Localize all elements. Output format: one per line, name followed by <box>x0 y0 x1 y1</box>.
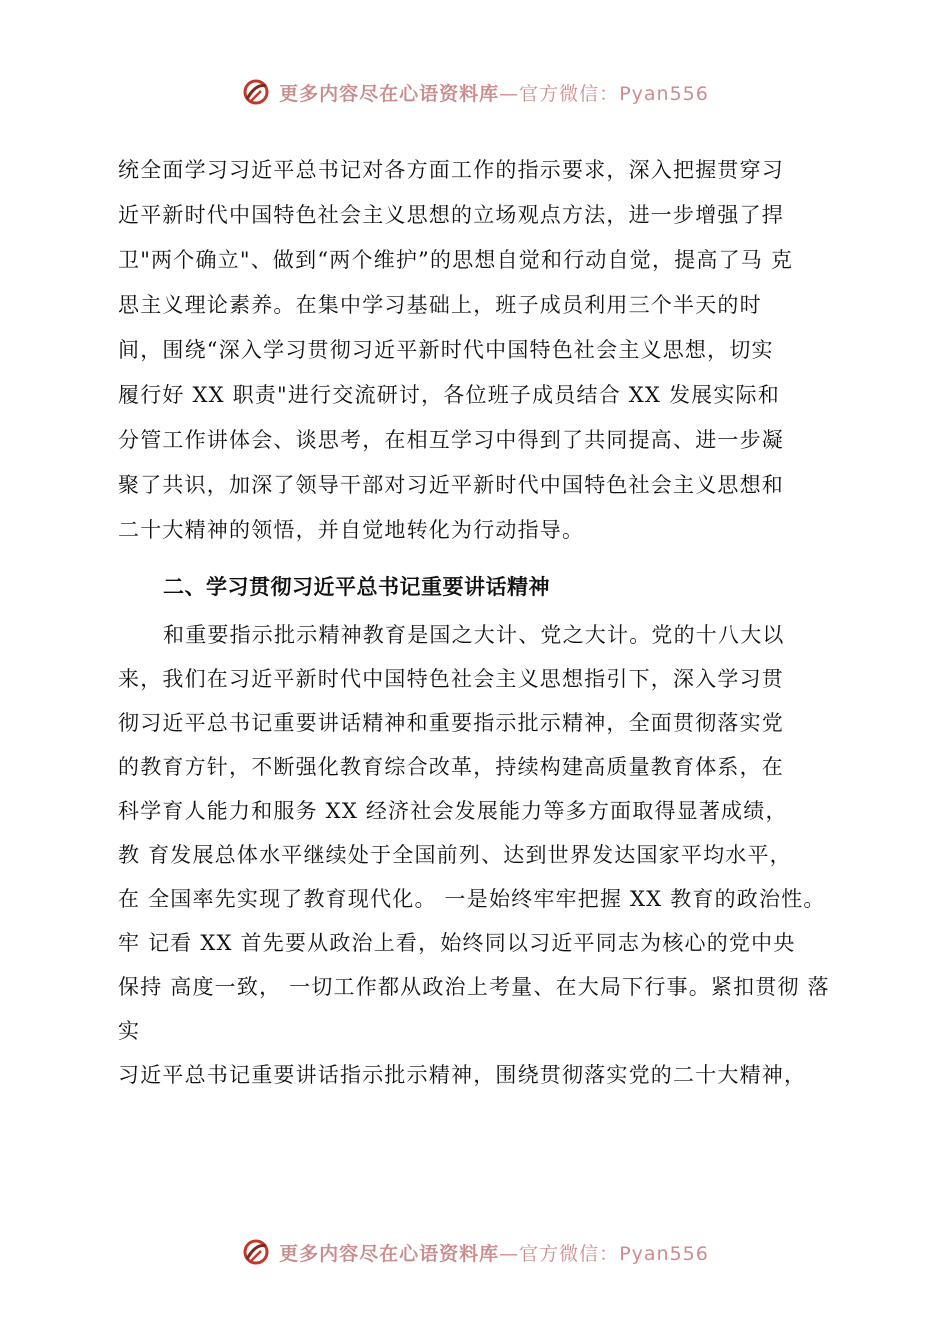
text-line: 保持 高度一致， 一切工作都从政治上考量、在大局下行事。紧扣贯彻 落 <box>118 975 830 999</box>
text-line: 思主义理论素养。在集中学习基础上，班子成员利用三个半天的时 <box>118 293 762 317</box>
text-line: 教 育发展总体水平继续处于全国前列、达到世界发达国家平均水平， <box>118 843 792 867</box>
text-line: 间，围绕“深入学习贯彻习近平新时代中国特色社会主义思想，切实 <box>118 338 774 362</box>
watermark-main-text: 更多内容尽在心语资料库 <box>279 1242 500 1265</box>
text-line: 牢 记看 XX 首先要从政治上看，始终同以习近平同志为核心的党中央 <box>118 931 796 955</box>
watermark-banner-top <box>0 72 950 112</box>
text-line: 聚了共识，加深了领导干部对习近平新时代中国特色社会主义思想和 <box>118 473 784 497</box>
watermark-text <box>279 1239 709 1266</box>
text-line: 分管工作讲体会、谈思考，在相互学习中得到了共同提高、进一步凝 <box>118 428 784 452</box>
text-line: 和重要指示批示精神教育是国之大计、党之大计。党的十八大以 <box>163 623 785 647</box>
text-line: 来，我们在习近平新时代中国特色社会主义思想指引下，深入学习贯 <box>118 667 784 691</box>
text-line: 彻习近平总书记重要讲话精神和重要指示批示精神，全面贯彻落实党 <box>118 711 784 735</box>
watermark-wechat-label: 官方微信： <box>519 82 620 105</box>
section-heading: 二、学习贯彻习近平总书记重要讲话精神 <box>163 575 550 599</box>
watermark-wechat-id: Pyan556 <box>619 1242 709 1265</box>
text-line: 习近平总书记重要讲话指示批示精神，围绕贯彻落实党的二十大精神， <box>118 1063 807 1087</box>
text-line: 科学育人能力和服务 XX 经济社会发展能力等多方面取得显著成绩， <box>118 799 788 823</box>
text-line: 的教育方针，不断强化教育综合改革，持续构建高质量教育体系，在 <box>118 755 784 779</box>
text-line: 在 全国率先实现了教育现代化。 一是始终牢牢把握 XX 教育的政治性。 <box>118 887 826 911</box>
text-line: 统全面学习习近平总书记对各方面工作的指示要求，深入把握贯穿习 <box>118 158 784 182</box>
watermark-banner-bottom <box>0 1232 950 1272</box>
watermark-separator: — <box>499 1242 520 1265</box>
logo-icon <box>241 1237 271 1267</box>
text-line: 二十大精神的领悟，并自觉地转化为行动指导。 <box>118 518 585 542</box>
text-line: 卫"两个确立"、做到“两个维护”的思想自觉和行动自觉，提高了马 克 <box>118 248 794 272</box>
text-line: 履行好 XX 职责"进行交流研讨，各位班子成员结合 XX 发展实际和 <box>118 383 780 407</box>
text-line: 近平新时代中国特色社会主义思想的立场观点方法，进一步增强了捍 <box>118 203 784 227</box>
watermark-wechat-id: Pyan556 <box>619 82 709 105</box>
logo-icon <box>241 77 271 107</box>
text-line: 实 <box>118 1019 141 1043</box>
watermark-main-text: 更多内容尽在心语资料库 <box>279 82 500 105</box>
watermark-text <box>279 79 709 106</box>
watermark-wechat-label: 官方微信： <box>519 1242 620 1265</box>
watermark-separator: — <box>499 82 520 105</box>
